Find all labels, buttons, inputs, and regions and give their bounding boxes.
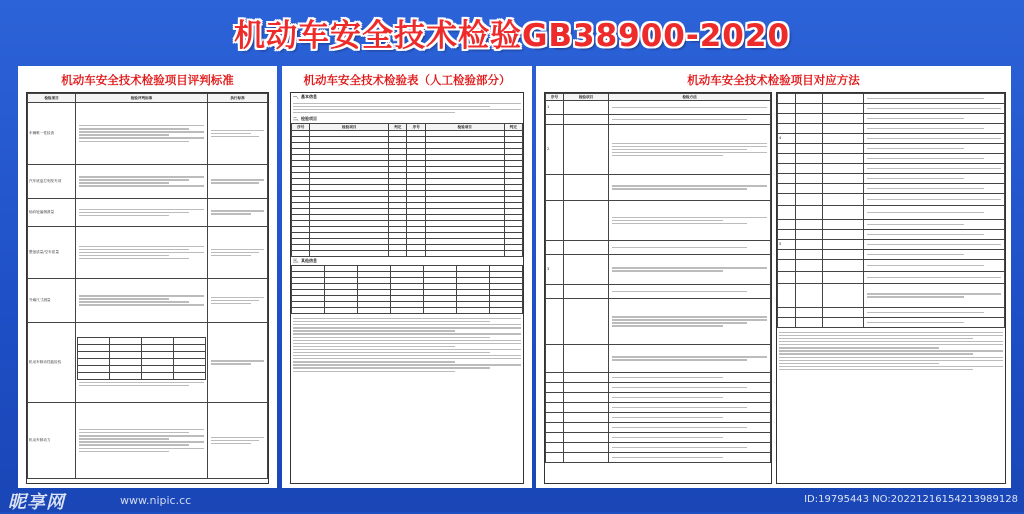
criteria-standard	[208, 403, 268, 479]
criteria-item: 车辆唯一性检查	[28, 103, 76, 165]
form-header: 序号	[292, 124, 310, 131]
criteria-item: 汽车底盘打刻发夹项	[28, 165, 76, 199]
watermark-logo: 昵享网	[8, 492, 65, 513]
criteria-sheet	[26, 92, 269, 484]
criteria-header: 检验项目	[28, 94, 76, 103]
panel-inspection-form	[282, 66, 532, 488]
criteria-standard	[208, 165, 268, 199]
methods-notes	[777, 328, 1005, 374]
panel-form-title: 机动车安全技术检验表（人工检验部分）	[303, 73, 511, 87]
methods-index: 4	[778, 134, 796, 144]
methods-sheet-left	[544, 92, 772, 484]
criteria-standard	[208, 227, 268, 279]
criteria-standard	[208, 279, 268, 323]
form-measure-table	[291, 265, 523, 314]
criteria-item: 整备质量/空车质量	[28, 227, 76, 279]
criteria-text	[76, 199, 208, 227]
methods-index: 1	[546, 101, 564, 115]
criteria-text	[76, 103, 208, 165]
criteria-item: 机动车制动力	[28, 403, 76, 479]
panel-methods	[536, 66, 1011, 488]
form-header: 序号	[407, 124, 425, 131]
braking-subtable	[77, 337, 206, 380]
panel-criteria	[18, 66, 277, 488]
banner	[0, 0, 1024, 64]
methods-header: 序号	[546, 94, 564, 101]
criteria-item: 轴向轮偏侧滑量	[28, 199, 76, 227]
criteria-item: 机动车制动性能检验	[28, 323, 76, 403]
methods-index: 3	[546, 255, 564, 285]
banner-title: 机动车安全技术检验GB38900-2020	[233, 17, 791, 54]
methods-header: 检验方法	[609, 94, 771, 101]
panel-methods-title: 机动车安全技术检验项目对应方法	[687, 73, 860, 87]
form-header: 判定	[504, 124, 523, 131]
methods-table-left	[545, 93, 771, 463]
methods-header: 检验项目	[564, 94, 609, 101]
watermark-url: www.nipic.cc	[120, 494, 192, 507]
methods-index: 5	[778, 240, 796, 250]
criteria-text	[76, 165, 208, 199]
criteria-table	[27, 93, 268, 479]
form-header: 检验项目	[425, 124, 504, 131]
form-section-items: 二、检验项目	[293, 116, 317, 122]
form-header: 判定	[389, 124, 407, 131]
criteria-header: 检验评判标准	[76, 94, 208, 103]
form-section-basic: 一、基本信息	[293, 94, 317, 99]
criteria-text	[76, 323, 208, 403]
form-items-table	[291, 123, 523, 257]
panel-criteria-title: 机动车安全技术检验项目评判标准	[61, 73, 234, 87]
criteria-header: 执行标准	[208, 94, 268, 103]
criteria-text	[76, 227, 208, 279]
methods-table-right	[777, 93, 1005, 328]
criteria-standard	[208, 103, 268, 165]
methods-sheet-right	[776, 92, 1006, 484]
criteria-text	[76, 279, 208, 323]
image-id-label: ID:19795443 NO:20221216154213989128	[804, 494, 1018, 505]
form-header: 检验项目	[310, 124, 389, 131]
methods-index: 2	[546, 125, 564, 175]
criteria-item: 外廓尺寸测量	[28, 279, 76, 323]
criteria-standard	[208, 323, 268, 403]
form-section-other: 三、其他信息	[293, 258, 317, 264]
criteria-standard	[208, 199, 268, 227]
form-notes	[291, 314, 523, 375]
form-sheet	[290, 92, 524, 484]
criteria-text	[76, 403, 208, 479]
